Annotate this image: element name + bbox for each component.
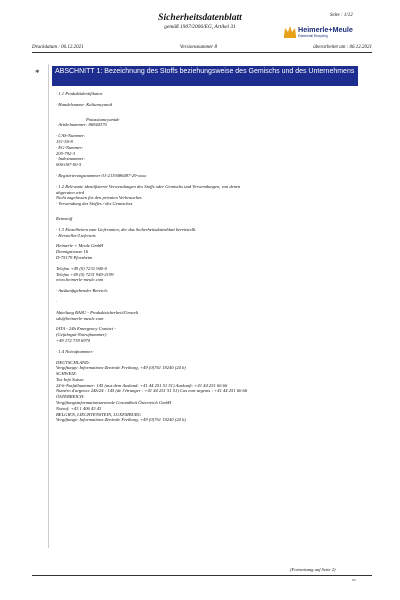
company-logo — [282, 22, 372, 42]
section-heading: ABSCHNITT 1: Bezeichnung des Stoffs beziehungsweise des Gemischs und des Unternehmens — [52, 66, 358, 86]
footer-divider — [32, 575, 372, 576]
swiss-org: Tox Info Suisse — [56, 376, 84, 382]
logo-brand: Heimerle+Meule — [298, 25, 353, 34]
information-department-label: · Auskunftgebender Bereich: — [56, 288, 109, 294]
bullet-placeholder: · — [56, 298, 58, 304]
registration-number: · Registrierungsnummer 01-2119486487-29-xxxx — [56, 172, 147, 178]
germany-contact: Vergiftungs- Informations-Zentrale Freiburg, +49 (0)761 19240 (24 h) — [56, 365, 186, 371]
austria-org: Vergiftungsinformationszentrale Gesundheit Österreich GmbH — [56, 400, 172, 406]
company-fax: Telefax +49 (0) 7231 940-2199 — [56, 271, 114, 277]
iata-contact-label: IATA - 24h Emergency Contact - — [56, 326, 116, 332]
version-number: Versionsnummer 8 — [179, 45, 217, 50]
revision-date: überarbeitet am : 06.12.2021 — [313, 45, 372, 50]
document-title: Sicherheitsdatenblatt — [158, 12, 242, 23]
austria-number: Notruf: +43 1 406 43 43 — [56, 405, 102, 411]
country-austria: ÖSTERREICH: — [56, 394, 85, 400]
index-value: 006-007-00-5 — [56, 162, 82, 168]
cas-value: 151-50-8 — [56, 138, 73, 144]
continuation-note: (Fortsetzung auf Seite 2) — [290, 567, 336, 572]
header-divider — [32, 52, 372, 53]
uses-restriction: Nicht zugelassen für den privaten Verbraucher. — [56, 195, 143, 201]
use-label: · Verwendung des Stoffes / des Gemisches — [56, 201, 133, 207]
language-code: DE — [352, 578, 357, 582]
print-date: Druckdatum : 06.12.2021 — [32, 45, 84, 50]
supplier-heading: · 1.3 Einzelheiten zum Lieferanten, der das Sicherheitsdatenblatt bereitstellt — [56, 226, 196, 232]
ec-label: · EG-Nummer: — [56, 144, 84, 150]
company-name: Heimerle + Meule GmbH — [56, 243, 104, 249]
manufacturer-label: · Hersteller/Lieferant: — [56, 232, 97, 238]
trade-name: · Handelsname: Kaliumcyanid — [56, 101, 113, 107]
cas-label: · CAS-Nummer: — [56, 133, 86, 139]
company-street: Dennigstrasse 16 — [56, 249, 89, 255]
use-value: Reinstoff — [56, 215, 73, 221]
benelux-contact: Vergiftungs- Informations-Zentrale Freiburg, +49 (0)761 19240 (24 h) — [56, 417, 186, 423]
document-subtitle: gemäß 1907/2006/EG, Artikel 31 — [164, 24, 236, 30]
company-website[interactable]: www.heimerle-meule.com — [56, 277, 104, 283]
department-email[interactable]: sds@heimerle-meule.com — [56, 315, 104, 321]
country-benelux: BELGIEN, LIECHTENSTEIN, LUXEMBURG — [56, 411, 141, 417]
iata-contact-number: +49 172 739 6970 — [56, 337, 91, 343]
emergency-heading: · 1.4 Notrufnummer: — [56, 348, 94, 354]
page-number: Seite : 1/12 — [330, 13, 353, 18]
company-phone: Telefon +49 (0) 7231 940-0 — [56, 265, 107, 271]
uses-heading-cont: abgeraten wird — [56, 189, 85, 195]
article-number: · Artikelnummer: 86944370 — [56, 122, 107, 128]
department-name: Abteilung BASU - Produktsicherheit/Umwelt — [56, 309, 139, 315]
trade-name-alt: Potassiumcyanide — [86, 116, 120, 122]
product-identifier-heading: · 1.1 Produktidentifikator — [56, 91, 103, 96]
uses-heading: · 1.2 Relevante identifizierte Verwendungen des Stoffs oder Gemischs und Verwendungen, von denen — [56, 183, 241, 189]
logo-crown-icon — [282, 22, 298, 40]
iata-contact-sub: (Gefahrgut-Notrufnummer) — [56, 332, 107, 338]
document-meta — [32, 45, 372, 50]
company-city: D-75179 Pforzheim — [56, 254, 93, 260]
logo-claim: Edelmetall Recycling — [298, 34, 328, 38]
country-germany: DEUTSCHLAND: — [56, 359, 90, 365]
swiss-number-de: 24-h-Notfallnummer: 145 (aus dem Ausland: +41 44 251 51 51) Auskunft: +41 44 251 66 66 — [56, 382, 228, 388]
swiss-number-fr: Numéro d'urgence 24h/24 : 145 (de l'étranger : +41 44 251 51 51) Cas non-urgents : +41 44 251 66 66 — [56, 388, 248, 394]
country-switzerland: SCHWEIZ: — [56, 371, 77, 377]
index-label: · Indexnummer: — [56, 156, 86, 162]
section-content — [56, 91, 356, 423]
ec-value: 205-792-3 — [56, 150, 76, 156]
change-marker-icon: * — [35, 68, 40, 78]
